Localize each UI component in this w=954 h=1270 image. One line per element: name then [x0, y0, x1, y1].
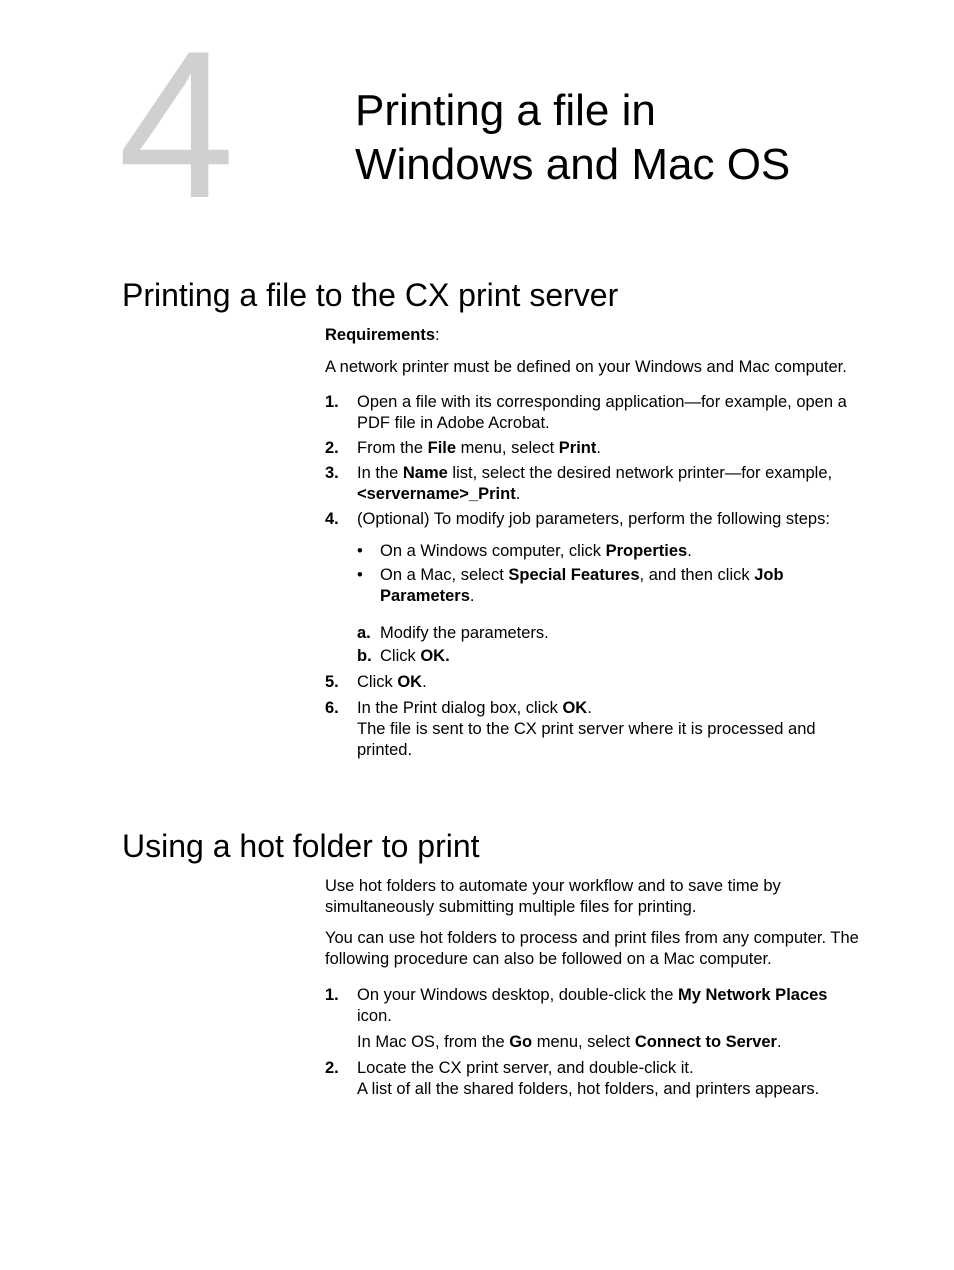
section2-body — [325, 876, 860, 1100]
section-heading-print-cx: Printing a file to the CX print server — [122, 277, 619, 313]
bullet-mac: • On a Mac, select Special Features, and then click Job Parameters. — [357, 566, 784, 605]
step-6: 6. In the Print dialog box, click OK. The file is sent to the CX print server where it is processed and printed. — [325, 698, 860, 761]
requirements-label: Requirements: — [325, 326, 440, 344]
hot-folder-para2: You can use hot folders to process and print files from any computer. The following procedure can also be followed on a Mac computer. — [325, 929, 859, 968]
hf-step-2-result: A list of all the shared folders, hot folders, and printers appears. — [357, 1080, 820, 1098]
substep-b: b. Click OK. — [357, 647, 450, 665]
requirements-text: A network printer must be defined on your Windows and Mac computer. — [325, 358, 847, 376]
chapter-title-line2: Windows and Mac OS — [355, 140, 791, 189]
hf-step-1-mac: In Mac OS, from the Go menu, select Connect to Server. — [357, 1033, 782, 1051]
step-1: 1. Open a file with its corresponding application—for example, open a PDF file in Adobe Acrobat. — [325, 393, 847, 432]
substep-a: a. Modify the parameters. — [357, 624, 549, 642]
step-3: 3. In the Name list, select the desired network printer—for example, <servername>_Print. — [325, 464, 833, 503]
bullet-windows: • On a Windows computer, click Properties. — [357, 542, 692, 560]
step-2: 2. From the File menu, select Print. — [325, 439, 601, 457]
hot-folder-para1: Use hot folders to automate your workflow and to save time by simultaneously submitting multiple files for printing. — [325, 877, 781, 916]
chapter-number: 4 — [118, 7, 235, 242]
chapter-title-line1: Printing a file in — [355, 86, 656, 135]
section1-body — [325, 325, 860, 761]
step-4: 4. (Optional) To modify job parameters, perform the following steps: • On a Windows computer, click Properties. • On a Mac, select Special Features, and then click Job Parameters. a. Modify the parameters. b. Click OK. — [325, 509, 860, 667]
chapter-title — [355, 84, 915, 192]
step-5: 5. Click OK. — [325, 673, 427, 691]
hf-step-1: 1. On your Windows desktop, double-click the My Network Places icon. In Mac OS, from the Go menu, select Connect to Server. — [325, 985, 860, 1053]
hf-step-2: 2. Locate the CX print server, and double-click it. A list of all the shared folders, hot folders, and printers appears. — [325, 1058, 860, 1100]
section-heading-hot-folder: Using a hot folder to print — [122, 828, 480, 864]
step-6-result: The file is sent to the CX print server where it is processed and printed. — [357, 720, 816, 759]
